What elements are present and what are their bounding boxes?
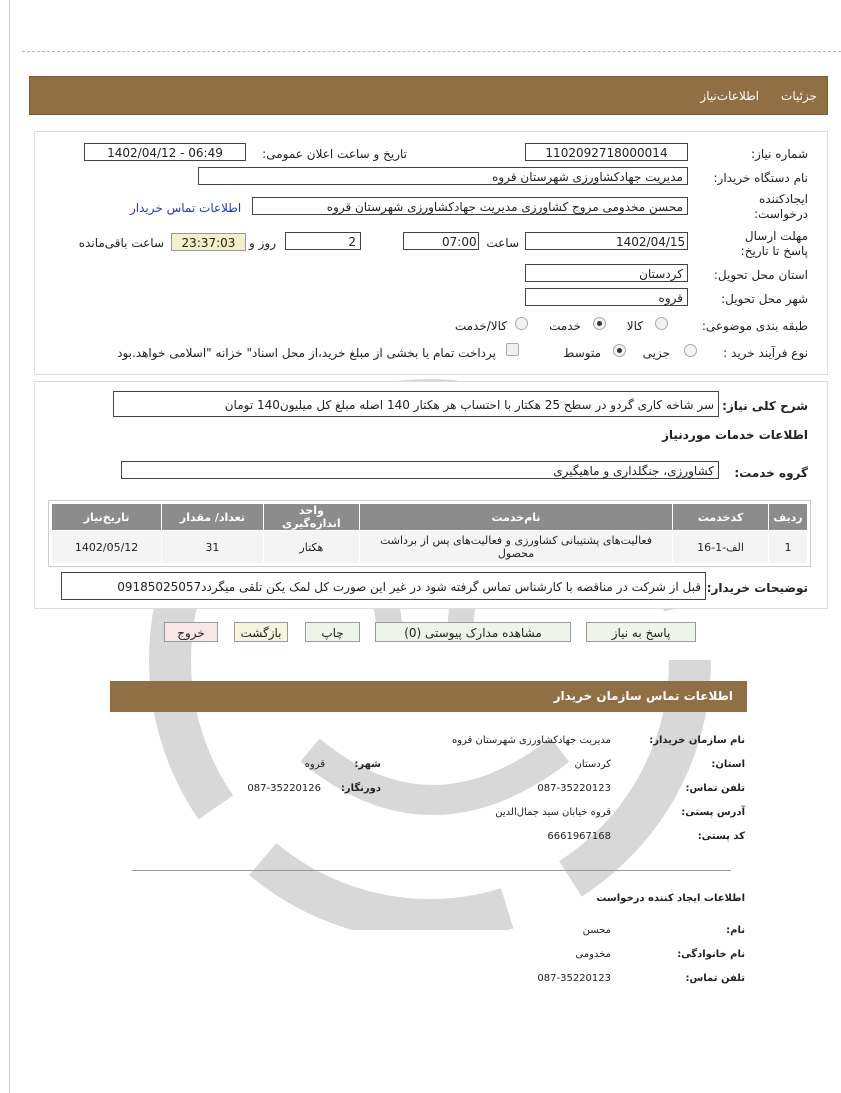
buyer-contact-link[interactable]: اطلاعات تماس خریدار bbox=[130, 201, 242, 215]
creator-label: ایجادکننده درخواست: bbox=[754, 192, 808, 221]
contact-phone: 087-35220123 bbox=[537, 783, 611, 794]
category-service-label: خدمت bbox=[549, 319, 581, 333]
deadline-label: مهلت ارسال پاسخ تا تاریخ: bbox=[740, 229, 808, 258]
contact-org: مدیریت جهادکشاورزی شهرستان قروه bbox=[451, 735, 611, 746]
process-medium-label: متوسط bbox=[563, 346, 601, 360]
contact-address-label: آدرس پستی: bbox=[681, 807, 745, 818]
attachments-button[interactable]: مشاهده مدارک پیوستی (0) bbox=[375, 622, 571, 642]
announce-label: تاریخ و ساعت اعلان عمومی: bbox=[262, 147, 407, 161]
col-service-code: کدخدمت bbox=[672, 504, 768, 531]
need-number-field: 1102092718000014 bbox=[525, 143, 688, 161]
col-service-name: نام‌خدمت bbox=[360, 504, 673, 531]
page-left-border bbox=[9, 0, 10, 1093]
buyer-org-field: مدیریت جهادکشاورزی شهرستان قروه bbox=[198, 167, 688, 185]
contact-province-label: استان: bbox=[711, 759, 745, 770]
contact-phone-label: تلفن تماس: bbox=[685, 783, 745, 794]
group-label: گروه خدمت: bbox=[734, 466, 808, 480]
cell-need-date: 1402/05/12 bbox=[52, 531, 162, 564]
col-quantity: تعداد/ مقدار bbox=[162, 504, 264, 531]
buyer-notes-label: توضیحات خریدار: bbox=[706, 581, 808, 595]
description-label: شرح کلی نیاز: bbox=[722, 399, 808, 413]
group-field: کشاورزی، جنگلداری و ماهیگیری bbox=[121, 461, 719, 479]
need-number-label: شماره نیاز: bbox=[751, 147, 808, 161]
top-divider bbox=[22, 51, 841, 52]
col-unit: واحد اندازه‌گیری bbox=[263, 504, 359, 531]
province-field: کردستان bbox=[525, 264, 688, 282]
back-button[interactable]: بازگشت bbox=[234, 622, 288, 642]
cell-service-code: الف-1-16 bbox=[672, 531, 768, 564]
col-row: ردیف bbox=[769, 504, 808, 531]
treasury-payment-label: پرداخت تمام یا بخشی از مبلغ خرید،از محل اسناد" خزانه "اسلامی خواهد.بود bbox=[117, 346, 496, 360]
print-button[interactable]: چاپ bbox=[305, 622, 360, 642]
days-field: 2 bbox=[285, 232, 361, 250]
process-minor-label: جزیی bbox=[642, 346, 670, 360]
remaining-label: ساعت باقی‌مانده bbox=[78, 236, 164, 250]
process-medium-radio[interactable] bbox=[613, 344, 626, 357]
time-label: ساعت bbox=[486, 236, 519, 250]
contact-address: قروه خیابان سید جمال‌الدین bbox=[495, 807, 611, 818]
services-table-wrap bbox=[48, 500, 811, 567]
process-label: نوع فرآیند خرید : bbox=[723, 346, 808, 360]
contact-title-bar bbox=[110, 681, 747, 712]
category-goods-radio[interactable] bbox=[655, 317, 668, 330]
category-goods-service-radio[interactable] bbox=[515, 317, 528, 330]
col-need-date: تاریخ‌نیاز bbox=[52, 504, 162, 531]
deadline-date-field: 1402/04/15 bbox=[525, 232, 688, 250]
creator-name: محسن bbox=[582, 925, 611, 936]
tab-header bbox=[29, 76, 828, 115]
category-goods-service-label: کالا/خدمت bbox=[454, 319, 507, 333]
contact-province: کردستان bbox=[574, 759, 611, 770]
tab-details[interactable]: جزئیات bbox=[781, 89, 817, 103]
table-header-row bbox=[52, 504, 808, 531]
description-field: سر شاخه کاری گردو در سطح 25 هکتار با احتساب هر هکتار 140 اصله مبلغ کل میلیون140 تومان bbox=[113, 391, 719, 417]
city-label: شهر محل تحویل: bbox=[721, 292, 808, 306]
contact-fax: 087-35220126 bbox=[247, 783, 321, 794]
tab-need-info[interactable]: اطلاعات‌نیاز bbox=[700, 89, 759, 103]
category-label: طبقه بندی موضوعی: bbox=[701, 319, 808, 333]
cell-unit: هکتار bbox=[263, 531, 359, 564]
contact-postal-label: کد پستی: bbox=[697, 831, 745, 842]
creator-name-label: نام: bbox=[726, 925, 745, 936]
days-label: روز و bbox=[249, 236, 276, 250]
table-row bbox=[52, 531, 808, 564]
creator-field: محسن مخدومی مروج کشاورزی مدیریت جهادکشاورزی شهرستان قروه bbox=[252, 197, 688, 215]
cell-quantity: 31 bbox=[162, 531, 264, 564]
announce-field: 1402/04/12 - 06:49 bbox=[84, 143, 246, 161]
process-minor-radio[interactable] bbox=[684, 344, 697, 357]
cell-row: 1 bbox=[769, 531, 808, 564]
contact-divider bbox=[132, 870, 731, 871]
buyer-notes-field: قبل از شرکت در مناقصه با کارشناس تماس گرفته شود در غیر این صورت کل لمک یکن تلقی میگردد09185025057 bbox=[61, 572, 706, 600]
city-field: قروه bbox=[525, 288, 688, 306]
creator-family-label: نام خانوادگی: bbox=[677, 949, 745, 960]
services-table bbox=[51, 503, 808, 564]
treasury-payment-checkbox[interactable] bbox=[506, 343, 519, 356]
cell-service-name: فعالیت‌های پشتیبانی کشاورزی و فعالیت‌های پس از برداشت محصول bbox=[360, 531, 673, 564]
creator-phone: 087-35220123 bbox=[537, 973, 611, 984]
contact-postal: 6661967168 bbox=[547, 831, 611, 842]
creator-family: مخدومی bbox=[575, 949, 611, 960]
reply-button[interactable]: پاسخ به نیاز bbox=[586, 622, 696, 642]
deadline-time-field: 07:00 bbox=[403, 232, 479, 250]
buyer-org-label: نام دستگاه خریدار: bbox=[713, 171, 808, 185]
creator-info-title: اطلاعات ایجاد کننده درخواست bbox=[596, 893, 745, 904]
remaining-time-field: 23:37:03 bbox=[171, 233, 246, 251]
contact-org-label: نام سازمان خریدار: bbox=[649, 735, 745, 746]
category-service-radio[interactable] bbox=[593, 317, 606, 330]
creator-phone-label: تلفن تماس: bbox=[685, 973, 745, 984]
exit-button[interactable]: خروج bbox=[164, 622, 218, 642]
contact-title: اطلاعات تماس سازمان خریدار bbox=[553, 689, 733, 703]
contact-city: قروه bbox=[304, 759, 325, 770]
contact-fax-label: دورنگار: bbox=[340, 783, 381, 794]
services-title: اطلاعات خدمات موردنیاز bbox=[661, 428, 808, 442]
contact-city-label: شهر: bbox=[354, 759, 381, 770]
category-goods-label: کالا bbox=[626, 319, 643, 333]
province-label: استان محل تحویل: bbox=[713, 268, 808, 282]
